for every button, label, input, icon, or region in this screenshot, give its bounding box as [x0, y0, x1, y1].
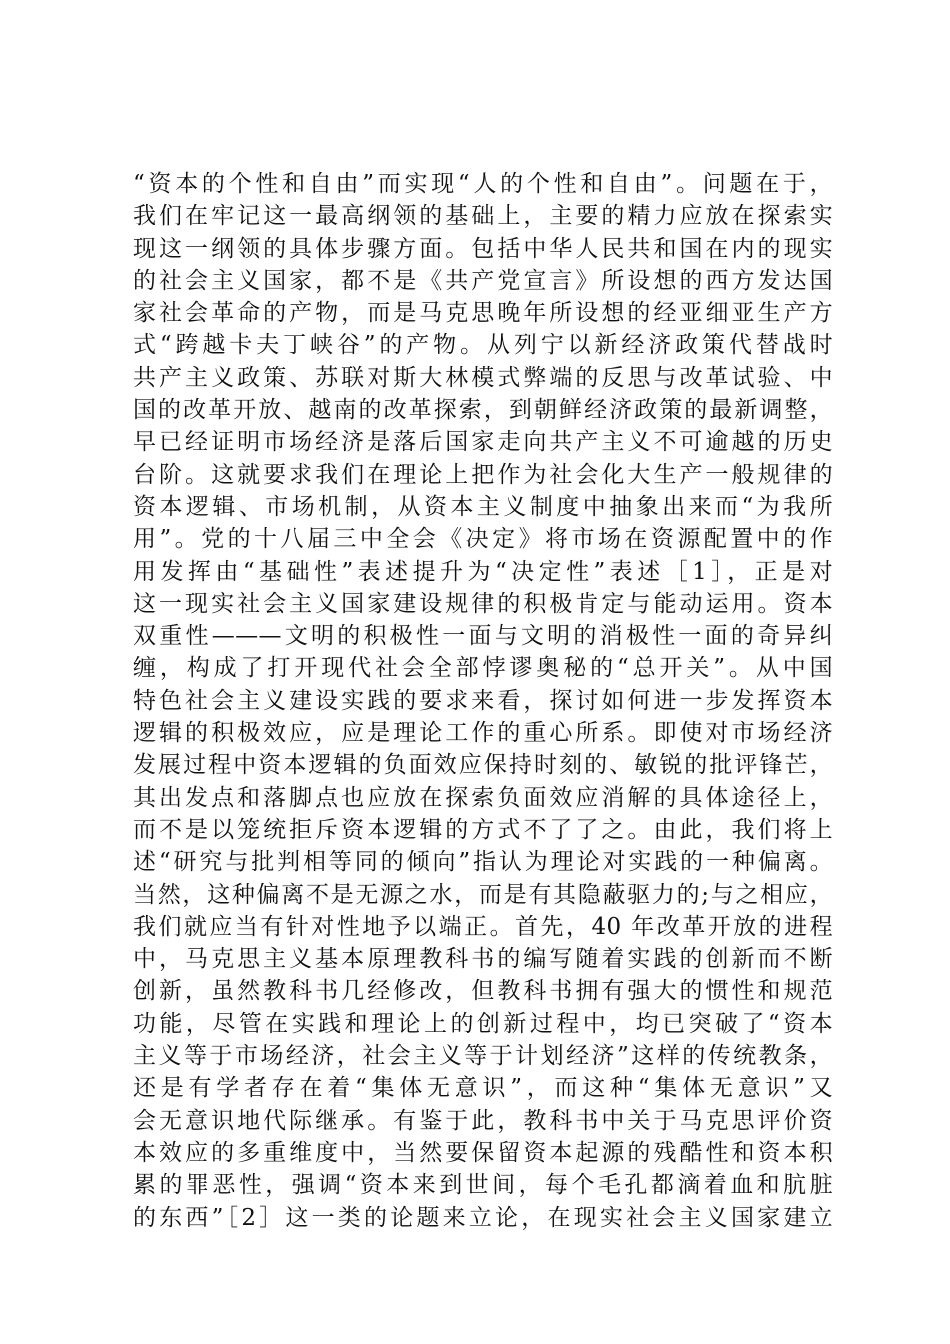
- text-line: 发展过程中资本逻辑的负面效应保持时刻的、敏锐的批评锋芒，: [133, 752, 833, 779]
- text-line: 我们就应当有针对性地予以端正。首先，40 年改革开放的进程: [133, 913, 833, 940]
- text-line: 现这一纲领的具体步骤方面。包括中华人民共和国在内的现实: [133, 235, 833, 262]
- text-line: 中，马克思主义基本原理教科书的编写随着实践的创新而不断: [133, 946, 833, 973]
- text-line: 主义等于市场经济，社会主义等于计划经济”这样的传统教条，: [133, 1043, 833, 1070]
- text-line: 家社会革命的产物，而是马克思晚年所设想的经亚细亚生产方: [133, 300, 833, 327]
- text-line: 用发挥由“基础性”表述提升为“决定性”表述［1］，正是对: [133, 558, 833, 585]
- text-line: 当然，这种偏离不是无源之水，而是有其隐蔽驱力的;与之相应，: [133, 881, 833, 908]
- text-line: 的东西”［2］这一类的论题来立论，在现实社会主义国家建立: [133, 1204, 833, 1231]
- text-line: 缠，构成了打开现代社会全部悖谬奥秘的“总开关”。从中国: [133, 655, 833, 682]
- text-line: 累的罪恶性，强调“资本来到世间，每个毛孔都滴着血和肮脏: [133, 1172, 833, 1199]
- text-line: 双重性———文明的积极性一面与文明的消极性一面的奇异纠: [133, 623, 833, 650]
- text-line: 创新，虽然教科书几经修改，但教科书拥有强大的惯性和规范: [133, 978, 833, 1005]
- text-line: 的社会主义国家，都不是《共产党宣言》所设想的西方发达国: [133, 267, 833, 294]
- text-line: 用”。党的十八届三中全会《决定》将市场在资源配置中的作: [133, 526, 833, 553]
- text-line: 述“研究与批判相等同的倾向”指认为理论对实践的一种偏离。: [133, 849, 833, 876]
- text-line: 特色社会主义建设实践的要求来看，探讨如何进一步发挥资本: [133, 687, 833, 714]
- text-line: 早已经证明市场经济是落后国家走向共产主义不可逾越的历史: [133, 429, 833, 456]
- text-line: 而不是以笼统拒斥资本逻辑的方式不了了之。由此，我们将上: [133, 816, 833, 843]
- text-line: 国的改革开放、越南的改革探索，到朝鲜经济政策的最新调整，: [133, 397, 833, 424]
- text-line: 式“跨越卡夫丁峡谷”的产物。从列宁以新经济政策代替战时: [133, 332, 833, 359]
- body-text: [133, 168, 833, 1234]
- text-line: 功能，尽管在实践和理论上的创新过程中，均已突破了“资本: [133, 1010, 833, 1037]
- text-line: 共产主义政策、苏联对斯大林模式弊端的反思与改革试验、中: [133, 364, 833, 391]
- text-line: “资本的个性和自由”而实现“人的个性和自由”。问题在于，: [133, 171, 833, 197]
- text-line: 会无意识地代际继承。有鉴于此，教科书中关于马克思评价资: [133, 1107, 833, 1134]
- text-line: 我们在牢记这一最高纲领的基础上，主要的精力应放在探索实: [133, 203, 833, 230]
- text-line: 台阶。这就要求我们在理论上把作为社会化大生产一般规律的: [133, 461, 833, 488]
- text-line: 逻辑的积极效应，应是理论工作的重心所系。即使对市场经济: [133, 720, 833, 747]
- text-line: 其出发点和落脚点也应放在探索负面效应消解的具体途径上，: [133, 784, 833, 811]
- text-line: 还是有学者存在着“集体无意识”，而这种“集体无意识”又: [133, 1075, 833, 1102]
- text-line: 本效应的多重维度中，当然要保留资本起源的残酷性和资本积: [133, 1139, 833, 1166]
- text-line: 资本逻辑、市场机制，从资本主义制度中抽象出来而“为我所: [133, 493, 833, 520]
- text-line: 这一现实社会主义国家建设规律的积极肯定与能动运用。资本: [133, 590, 833, 617]
